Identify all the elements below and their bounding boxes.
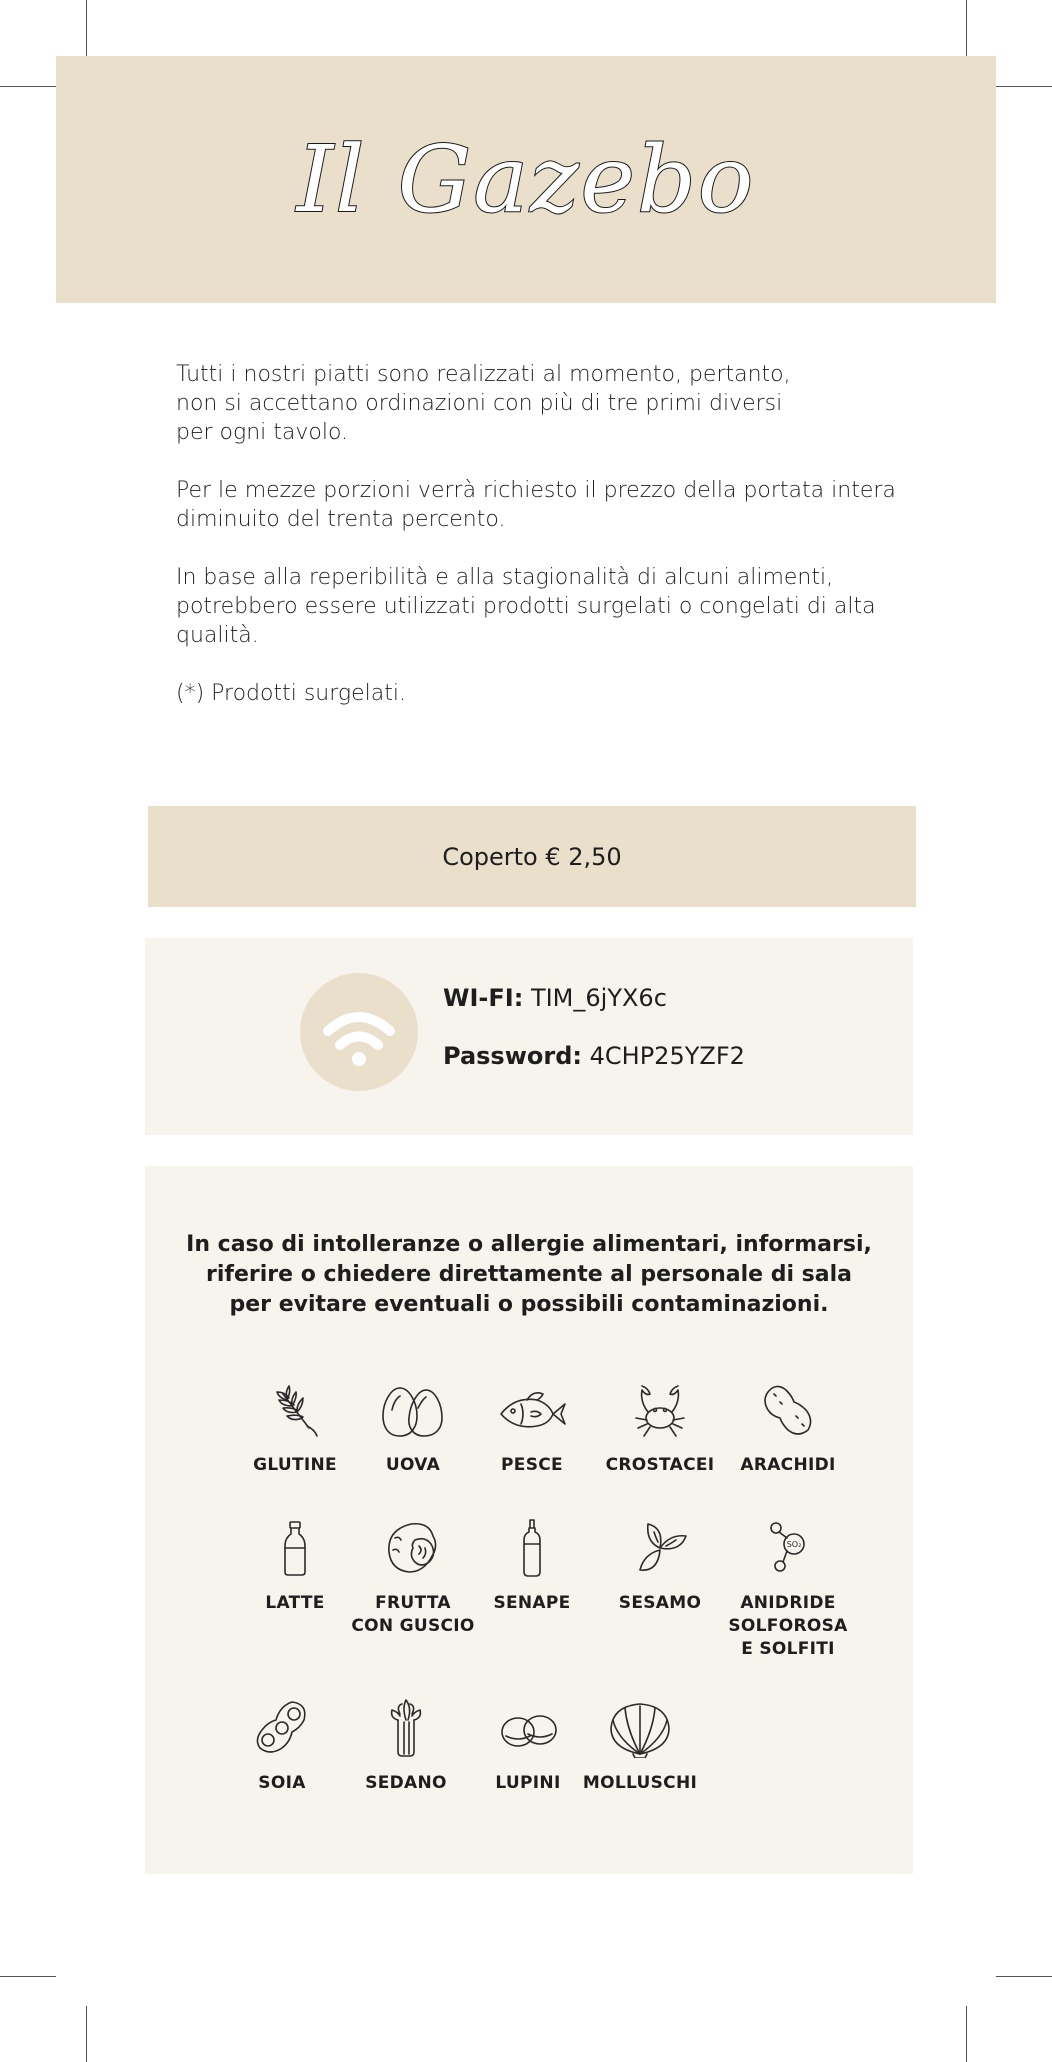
wheat-icon	[265, 1380, 325, 1440]
milk-bottle-icon	[265, 1518, 325, 1578]
wifi-ssid	[443, 984, 667, 1012]
allergen-label: UOVA	[385, 1455, 441, 1475]
eggs-icon	[378, 1380, 448, 1440]
fish-icon	[497, 1380, 567, 1440]
crop-mark	[86, 0, 87, 56]
wifi-panel	[145, 938, 913, 1135]
allergen-label: CROSTACEI	[605, 1455, 715, 1475]
allergen-latte	[230, 1518, 360, 1615]
crop-mark	[966, 2006, 967, 2062]
wifi-password-value: 4CHP25YZF2	[589, 1042, 745, 1070]
sesame-icon	[630, 1518, 690, 1578]
allergen-label: GLUTINE	[253, 1455, 337, 1475]
allergen-uova	[348, 1380, 478, 1477]
crop-mark	[86, 2006, 87, 2062]
allergen-label: LUPINI	[495, 1773, 561, 1793]
allergen-arachidi	[723, 1380, 853, 1477]
intro-paragraph: In base alla reperibilità e alla stagionalità di alcuni alimenti, potrebbero essere utilizzati prodotti surgelati o congelati di alta qualità.	[176, 565, 876, 648]
allergen-pesce	[467, 1380, 597, 1477]
wifi-password	[443, 1042, 745, 1070]
allergen-label: FRUTTA CON GUSCIO	[351, 1593, 475, 1636]
allergen-label: SOIA	[258, 1773, 306, 1793]
allergen-senape	[467, 1518, 597, 1615]
allergen-anidride-solforosa	[723, 1518, 853, 1661]
allergen-crostacei	[595, 1380, 725, 1477]
allergen-molluschi	[575, 1698, 705, 1795]
allergen-glutine	[230, 1380, 360, 1477]
allergen-sedano	[341, 1698, 471, 1795]
soy-pod-icon	[252, 1698, 312, 1758]
celery-icon	[376, 1698, 436, 1758]
allergen-label: SEDANO	[365, 1773, 447, 1793]
intro-text	[176, 360, 936, 737]
allergy-notice: In caso di intolleranze o allergie alimentari, informarsi, riferire o chiedere direttamente al personale di sala per evitare eventuali o possibili contaminazioni.	[186, 1232, 872, 1317]
allergen-frutta-con-guscio	[348, 1518, 478, 1638]
intro-paragraph: (*) Prodotti surgelati.	[176, 681, 406, 706]
so2-molecule-icon	[758, 1518, 818, 1578]
header-banner	[56, 56, 996, 303]
allergen-label: PESCE	[501, 1455, 563, 1475]
cover-charge: Coperto € 2,50	[148, 806, 916, 907]
crab-icon	[630, 1380, 690, 1440]
peanut-icon	[758, 1380, 818, 1440]
crop-mark	[0, 86, 56, 87]
allergen-label: SENAPE	[493, 1593, 571, 1613]
allergen-label: MOLLUSCHI	[582, 1773, 698, 1793]
allergen-label: SESAMO	[618, 1593, 702, 1613]
allergen-label: ARACHIDI	[740, 1455, 836, 1475]
wifi-ssid-label: WI-FI:	[443, 984, 524, 1012]
wifi-icon	[300, 973, 418, 1091]
allergen-label: ANIDRIDE SOLFOROSA E SOLFITI	[728, 1593, 848, 1659]
intro-paragraph: Per le mezze porzioni verrà richiesto il prezzo della portata intera diminuito del trenta percento.	[176, 478, 896, 532]
crop-mark	[996, 86, 1052, 87]
intro-paragraph: Tutti i nostri piatti sono realizzati al momento, pertanto, non si accettano ordinazioni con più di tre primi diversi per ogni tavolo.	[176, 362, 791, 445]
crop-mark	[996, 1976, 1052, 1977]
allergen-soia	[217, 1698, 347, 1795]
allergen-lupini	[463, 1698, 593, 1795]
crop-mark	[0, 1976, 56, 1977]
shell-icon	[605, 1698, 675, 1758]
allergen-label: LATTE	[265, 1593, 325, 1613]
restaurant-logo: Il Gazebo	[296, 126, 756, 233]
wifi-password-label: Password:	[443, 1042, 582, 1070]
allergens-panel	[145, 1166, 913, 1874]
crop-mark	[966, 0, 967, 56]
wifi-ssid-value: TIM_6jYX6c	[530, 984, 667, 1012]
walnut-icon	[383, 1518, 443, 1578]
lupin-icon	[496, 1698, 560, 1758]
allergen-sesamo	[595, 1518, 725, 1615]
so2-icon-text: SO₂	[786, 1540, 802, 1549]
mustard-bottle-icon	[502, 1518, 562, 1578]
